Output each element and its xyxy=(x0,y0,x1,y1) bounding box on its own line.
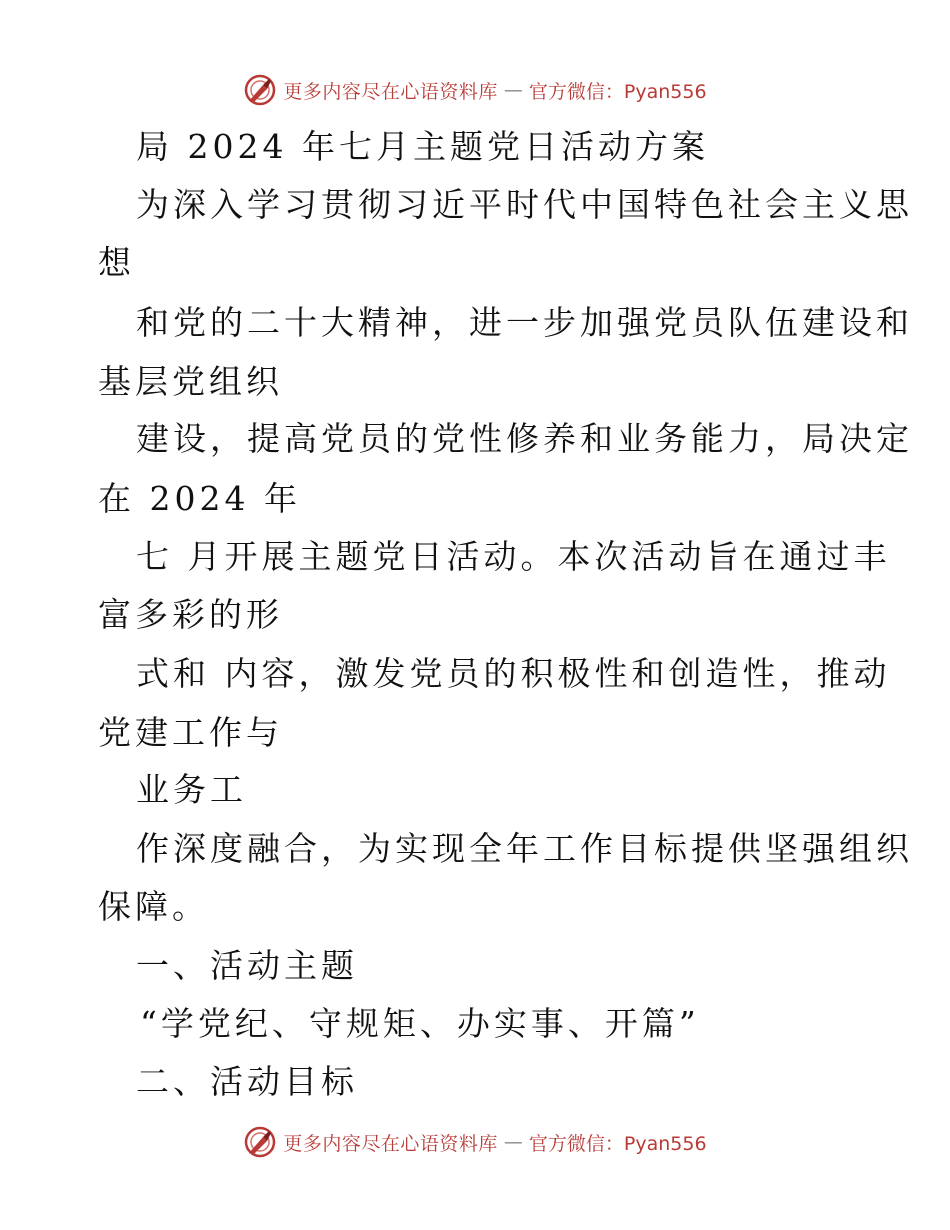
watermark-dash: — xyxy=(503,1131,523,1153)
activity-theme: “学党纪、守规矩、办实事、开篇” xyxy=(140,1004,700,1043)
watermark-wechat: 官方微信：Pyan556 xyxy=(528,80,707,103)
paragraph-line: 党建工作与 xyxy=(98,713,283,752)
paragraph-line: 富多彩的形 xyxy=(98,595,283,634)
watermark-dash: — xyxy=(503,79,523,101)
paragraph-line: 业务工 xyxy=(136,770,247,809)
watermark-wechat: 官方微信：Pyan556 xyxy=(528,1132,707,1155)
paragraph-line: 基层党组织 xyxy=(98,362,283,401)
paragraph-line: 和党的二十大精神，进一步加强党员队伍建设和 xyxy=(136,303,913,342)
pen-nib-icon xyxy=(243,1125,277,1159)
paragraph-line: 建设，提高党员的党性修养和业务能力，局决定 xyxy=(136,419,913,458)
section-heading: 一、活动主题 xyxy=(136,946,358,985)
paragraph-line: 七 月开展主题党日活动。本次活动旨在通过丰 xyxy=(136,537,891,576)
watermark-text: 更多内容尽在心语资料库 xyxy=(283,80,498,103)
paragraph-line: 保障。 xyxy=(98,887,209,926)
document-title: 局 2024 年七月主题党日活动方案 xyxy=(136,127,709,166)
paragraph-line: 在 2024 年 xyxy=(98,479,301,518)
section-heading: 二、活动目标 xyxy=(136,1062,358,1101)
watermark-text: 更多内容尽在心语资料库 xyxy=(283,1132,498,1155)
paragraph-line: 为深入学习贯彻习近平时代中国特色社会主义思 xyxy=(136,185,913,224)
watermark-footer xyxy=(0,1122,950,1162)
paragraph-line: 作深度融合，为实现全年工作目标提供坚强组织 xyxy=(136,829,913,868)
paragraph-line: 想 xyxy=(98,243,135,282)
paragraph-line: 式和 内容，激发党员的积极性和创造性，推动 xyxy=(136,654,891,693)
